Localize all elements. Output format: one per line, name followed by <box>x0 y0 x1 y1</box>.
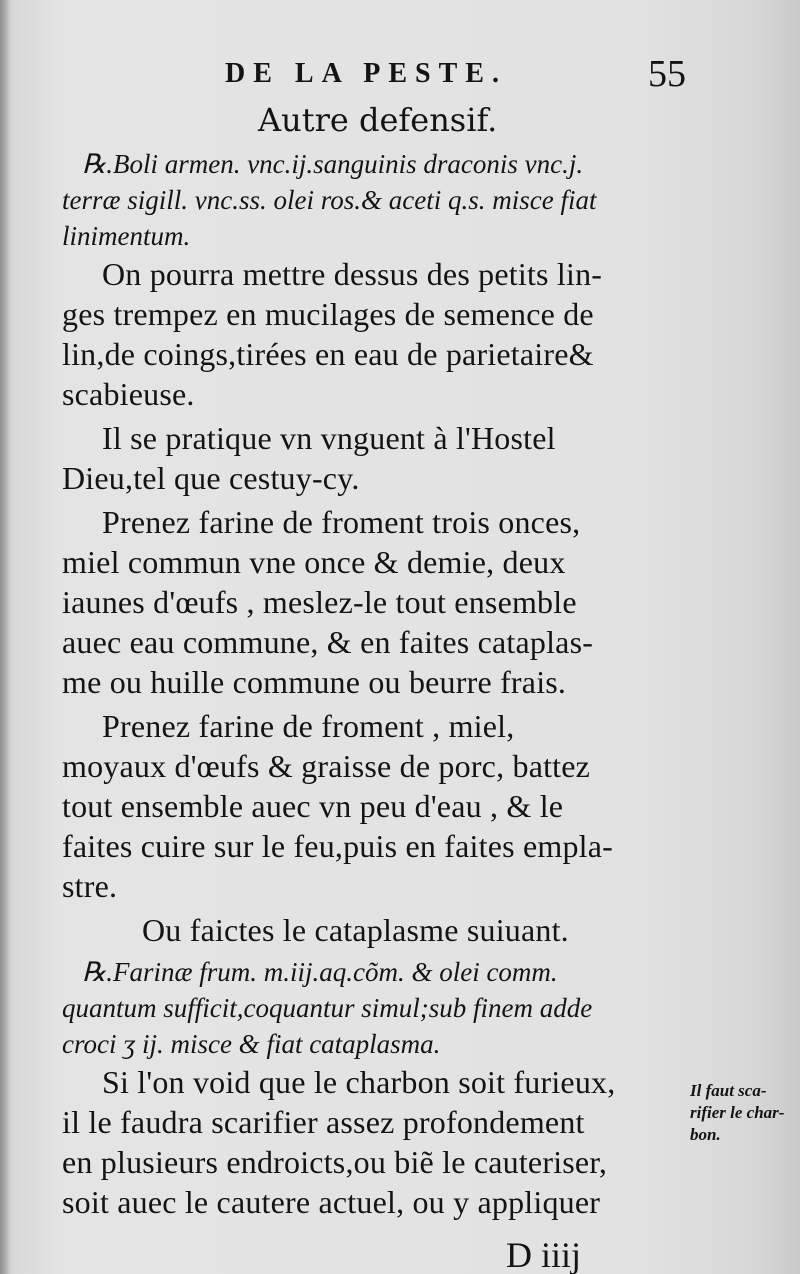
text-line: Prenez farine de froment , miel, <box>102 708 515 744</box>
signature-mark: D iiij <box>506 1235 582 1274</box>
margin-note-line: Il faut sca- <box>690 1081 767 1100</box>
prescription-line: ℞.Boli armen. vnc.ij.sanguinis draconis vnc.j. <box>82 149 584 179</box>
text-line: Si l'on void que le charbon soit furieux, <box>102 1064 616 1100</box>
running-head: DE LA PESTE. <box>225 58 507 89</box>
margin-note-line: bon. <box>690 1125 721 1144</box>
gutter-shadow <box>0 0 10 1274</box>
text-line: On pourra mettre dessus des petits lin- <box>102 256 603 292</box>
prescription-line: terræ sigill. vnc.ss. olei ros.& aceti q.s. misce fiat <box>62 185 597 215</box>
text-line: soit auec le cautere actuel, ou y appliquer <box>62 1184 601 1220</box>
text-line: moyaux d'œufs & graisse de porc, battez <box>62 748 591 784</box>
text-column <box>62 98 688 1222</box>
text-line: Dieu,tel que cestuy-cy. <box>62 460 360 496</box>
text-line: Il se pratique vn vnguent à l'Hostel <box>102 420 556 456</box>
prescription-line: quantum sufficit,coquantur simul;sub finem adde <box>62 993 593 1023</box>
prescription-line: ℞.Farinæ frum. m.iij.aq.cõm. & olei comm. <box>82 957 558 987</box>
text-line: iaunes d'œufs , meslez-le tout ensemble <box>62 584 577 620</box>
prescription-line: linimentum. <box>62 221 191 251</box>
text-line: scabieuse. <box>62 376 195 412</box>
margin-note <box>690 1080 798 1146</box>
text-line: Ou faictes le cataplasme suiuant. <box>142 912 569 948</box>
paragraph-2 <box>62 418 688 498</box>
text-line: il le faudra scarifier assez profondement <box>62 1104 585 1140</box>
text-line: tout ensemble auec vn peu d'eau , & le <box>62 788 564 824</box>
prescription-2 <box>62 954 688 1062</box>
paragraph-3 <box>62 502 688 702</box>
page-header <box>0 53 800 96</box>
margin-note-line: rifier le char- <box>690 1103 785 1122</box>
page-number: 55 <box>648 53 686 95</box>
text-line: me ou huille commune ou beurre frais. <box>62 664 567 700</box>
paragraph-5 <box>62 910 688 950</box>
text-line: en plusieurs endroicts,ou biẽ le cauteriser, <box>62 1144 608 1180</box>
text-line: Prenez farine de froment trois onces, <box>102 504 581 540</box>
paragraph-6 <box>62 1062 688 1222</box>
text-line: auec eau commune, & en faites cataplas- <box>62 624 594 660</box>
text-line: stre. <box>62 868 118 904</box>
text-line: lin,de coings,tirées en eau de parietaire& <box>62 336 594 372</box>
paragraph-1 <box>62 254 688 414</box>
prescription-1 <box>62 146 688 254</box>
text-line: faites cuire sur le feu,puis en faites empla- <box>62 828 613 864</box>
paragraph-4 <box>62 706 688 906</box>
text-line: ges trempez en mucilages de semence de <box>62 296 594 332</box>
section-title: Autre defensif. <box>258 101 498 139</box>
prescription-line: croci ʒ ij. misce & fiat cataplasma. <box>62 1029 441 1059</box>
text-line: miel commun vne once & demie, deux <box>62 544 566 580</box>
